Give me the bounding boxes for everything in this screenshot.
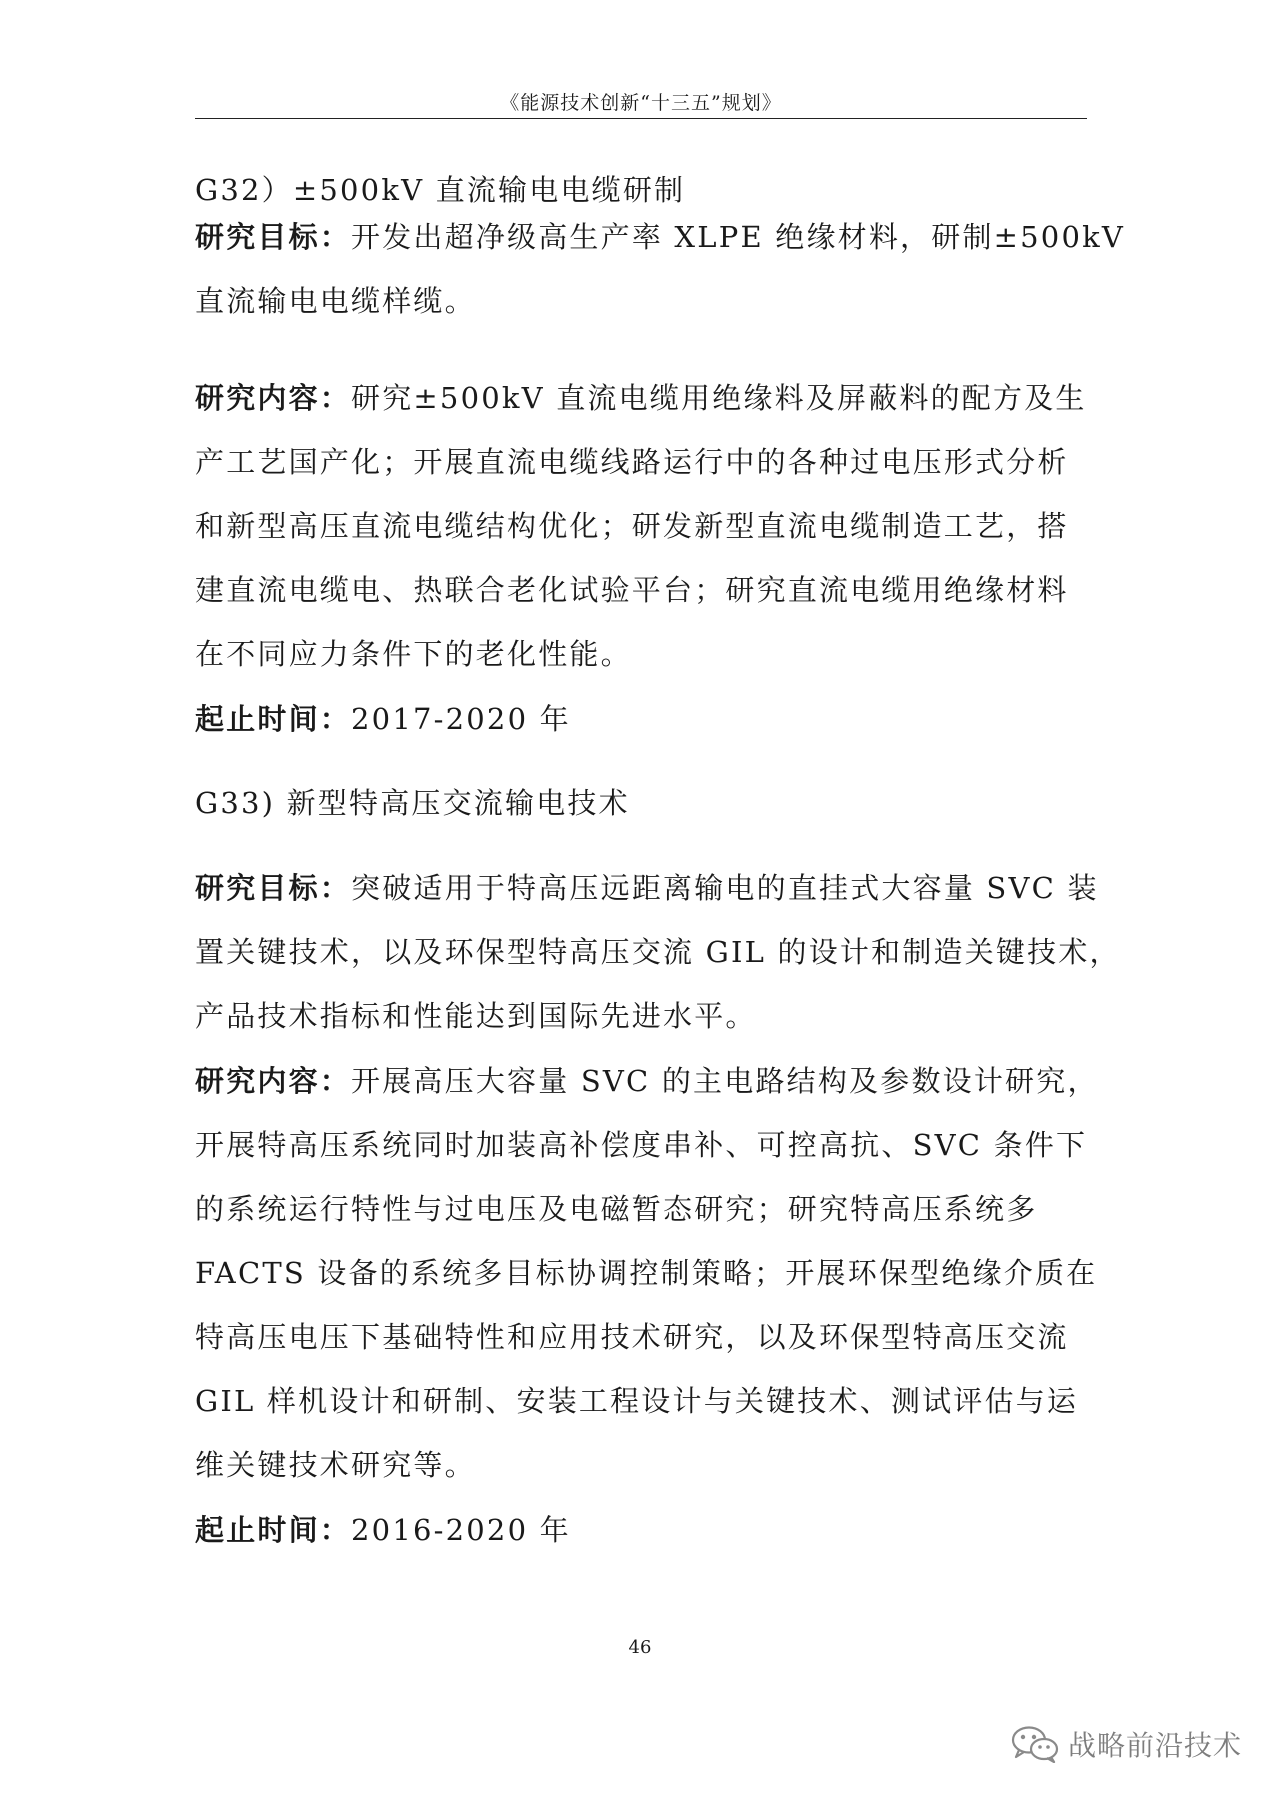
content-line: 和新型高压直流电缆结构优化；研发新型直流电缆制造工艺，搭 (195, 509, 1069, 543)
period-line (195, 687, 1095, 751)
goal-text: 突破适用于特高压远距离输电的直挂式大容量 SVC 装 (351, 871, 1099, 905)
content-line: 特高压电压下基础特性和应用技术研究，以及环保型特高压交流 (195, 1320, 1069, 1354)
content-line: GIL 样机设计和研制、安装工程设计与关键技术、测试评估与运 (195, 1384, 1079, 1418)
content-label: 研究内容： (195, 1064, 352, 1098)
period-label: 起止时间： (195, 1513, 352, 1547)
goal-line (195, 856, 1099, 920)
research-content-g32 (195, 366, 1095, 686)
goal-line (195, 205, 1126, 269)
content-text: 研究±500kV 直流电缆用绝缘料及屏蔽料的配方及生 (351, 381, 1087, 415)
section-title: G32）±500kV 直流输电电缆研制 (195, 173, 686, 207)
content-line (195, 366, 1095, 430)
content-line: FACTS 设备的系统多目标协调控制策略；开展环保型绝缘介质在 (195, 1256, 1098, 1290)
content-line: 维关键技术研究等。 (195, 1448, 476, 1482)
research-content-g33 (195, 1049, 1099, 1497)
content-line: 开展特高压系统同时加装高补偿度串补、可控高抗、SVC 条件下 (195, 1128, 1088, 1162)
section-heading-g33 (195, 771, 1095, 835)
page-number: 46 (628, 1637, 652, 1658)
goal-label: 研究目标： (195, 871, 352, 905)
content-label: 研究内容： (195, 381, 352, 415)
period-g32 (195, 687, 1095, 751)
section-title: G33) 新型特高压交流输电技术 (195, 786, 630, 820)
content-text: 开展高压大容量 SVC 的主电路结构及参数设计研究， (351, 1064, 1099, 1098)
research-goal-g32 (195, 205, 1126, 333)
goal-label: 研究目标： (195, 220, 352, 254)
wechat-icon (1010, 1725, 1060, 1763)
period-label: 起止时间： (195, 702, 352, 736)
period-line (195, 1498, 1095, 1562)
goal-line: 置关键技术，以及环保型特高压交流 GIL 的设计和制造关键技术， (195, 935, 1121, 969)
content-line: 产工艺国产化；开展直流电缆线路运行中的各种过电压形式分析 (195, 445, 1069, 479)
watermark (1010, 1724, 1242, 1764)
period-value: 2016-2020 年 (351, 1513, 571, 1547)
period-value: 2017-2020 年 (351, 702, 571, 736)
header-divider (195, 118, 1087, 119)
goal-text: 开发出超净级高生产率 XLPE 绝缘材料，研制±500kV (351, 220, 1126, 254)
running-header: 《能源技术创新“十三五”规划》 (500, 92, 782, 114)
goal-line: 直流输电电缆样缆。 (195, 284, 476, 318)
content-line (195, 1049, 1099, 1113)
period-g33 (195, 1498, 1095, 1562)
research-goal-g33 (195, 856, 1121, 1048)
watermark-text: 战略前沿技术 (1067, 1729, 1242, 1762)
content-line: 的系统运行特性与过电压及电磁暂态研究；研究特高压系统多 (195, 1192, 1038, 1226)
content-line: 在不同应力条件下的老化性能。 (195, 637, 632, 671)
content-line: 建直流电缆电、热联合老化试验平台；研究直流电缆用绝缘材料 (195, 573, 1069, 607)
goal-line: 产品技术指标和性能达到国际先进水平。 (195, 999, 757, 1033)
